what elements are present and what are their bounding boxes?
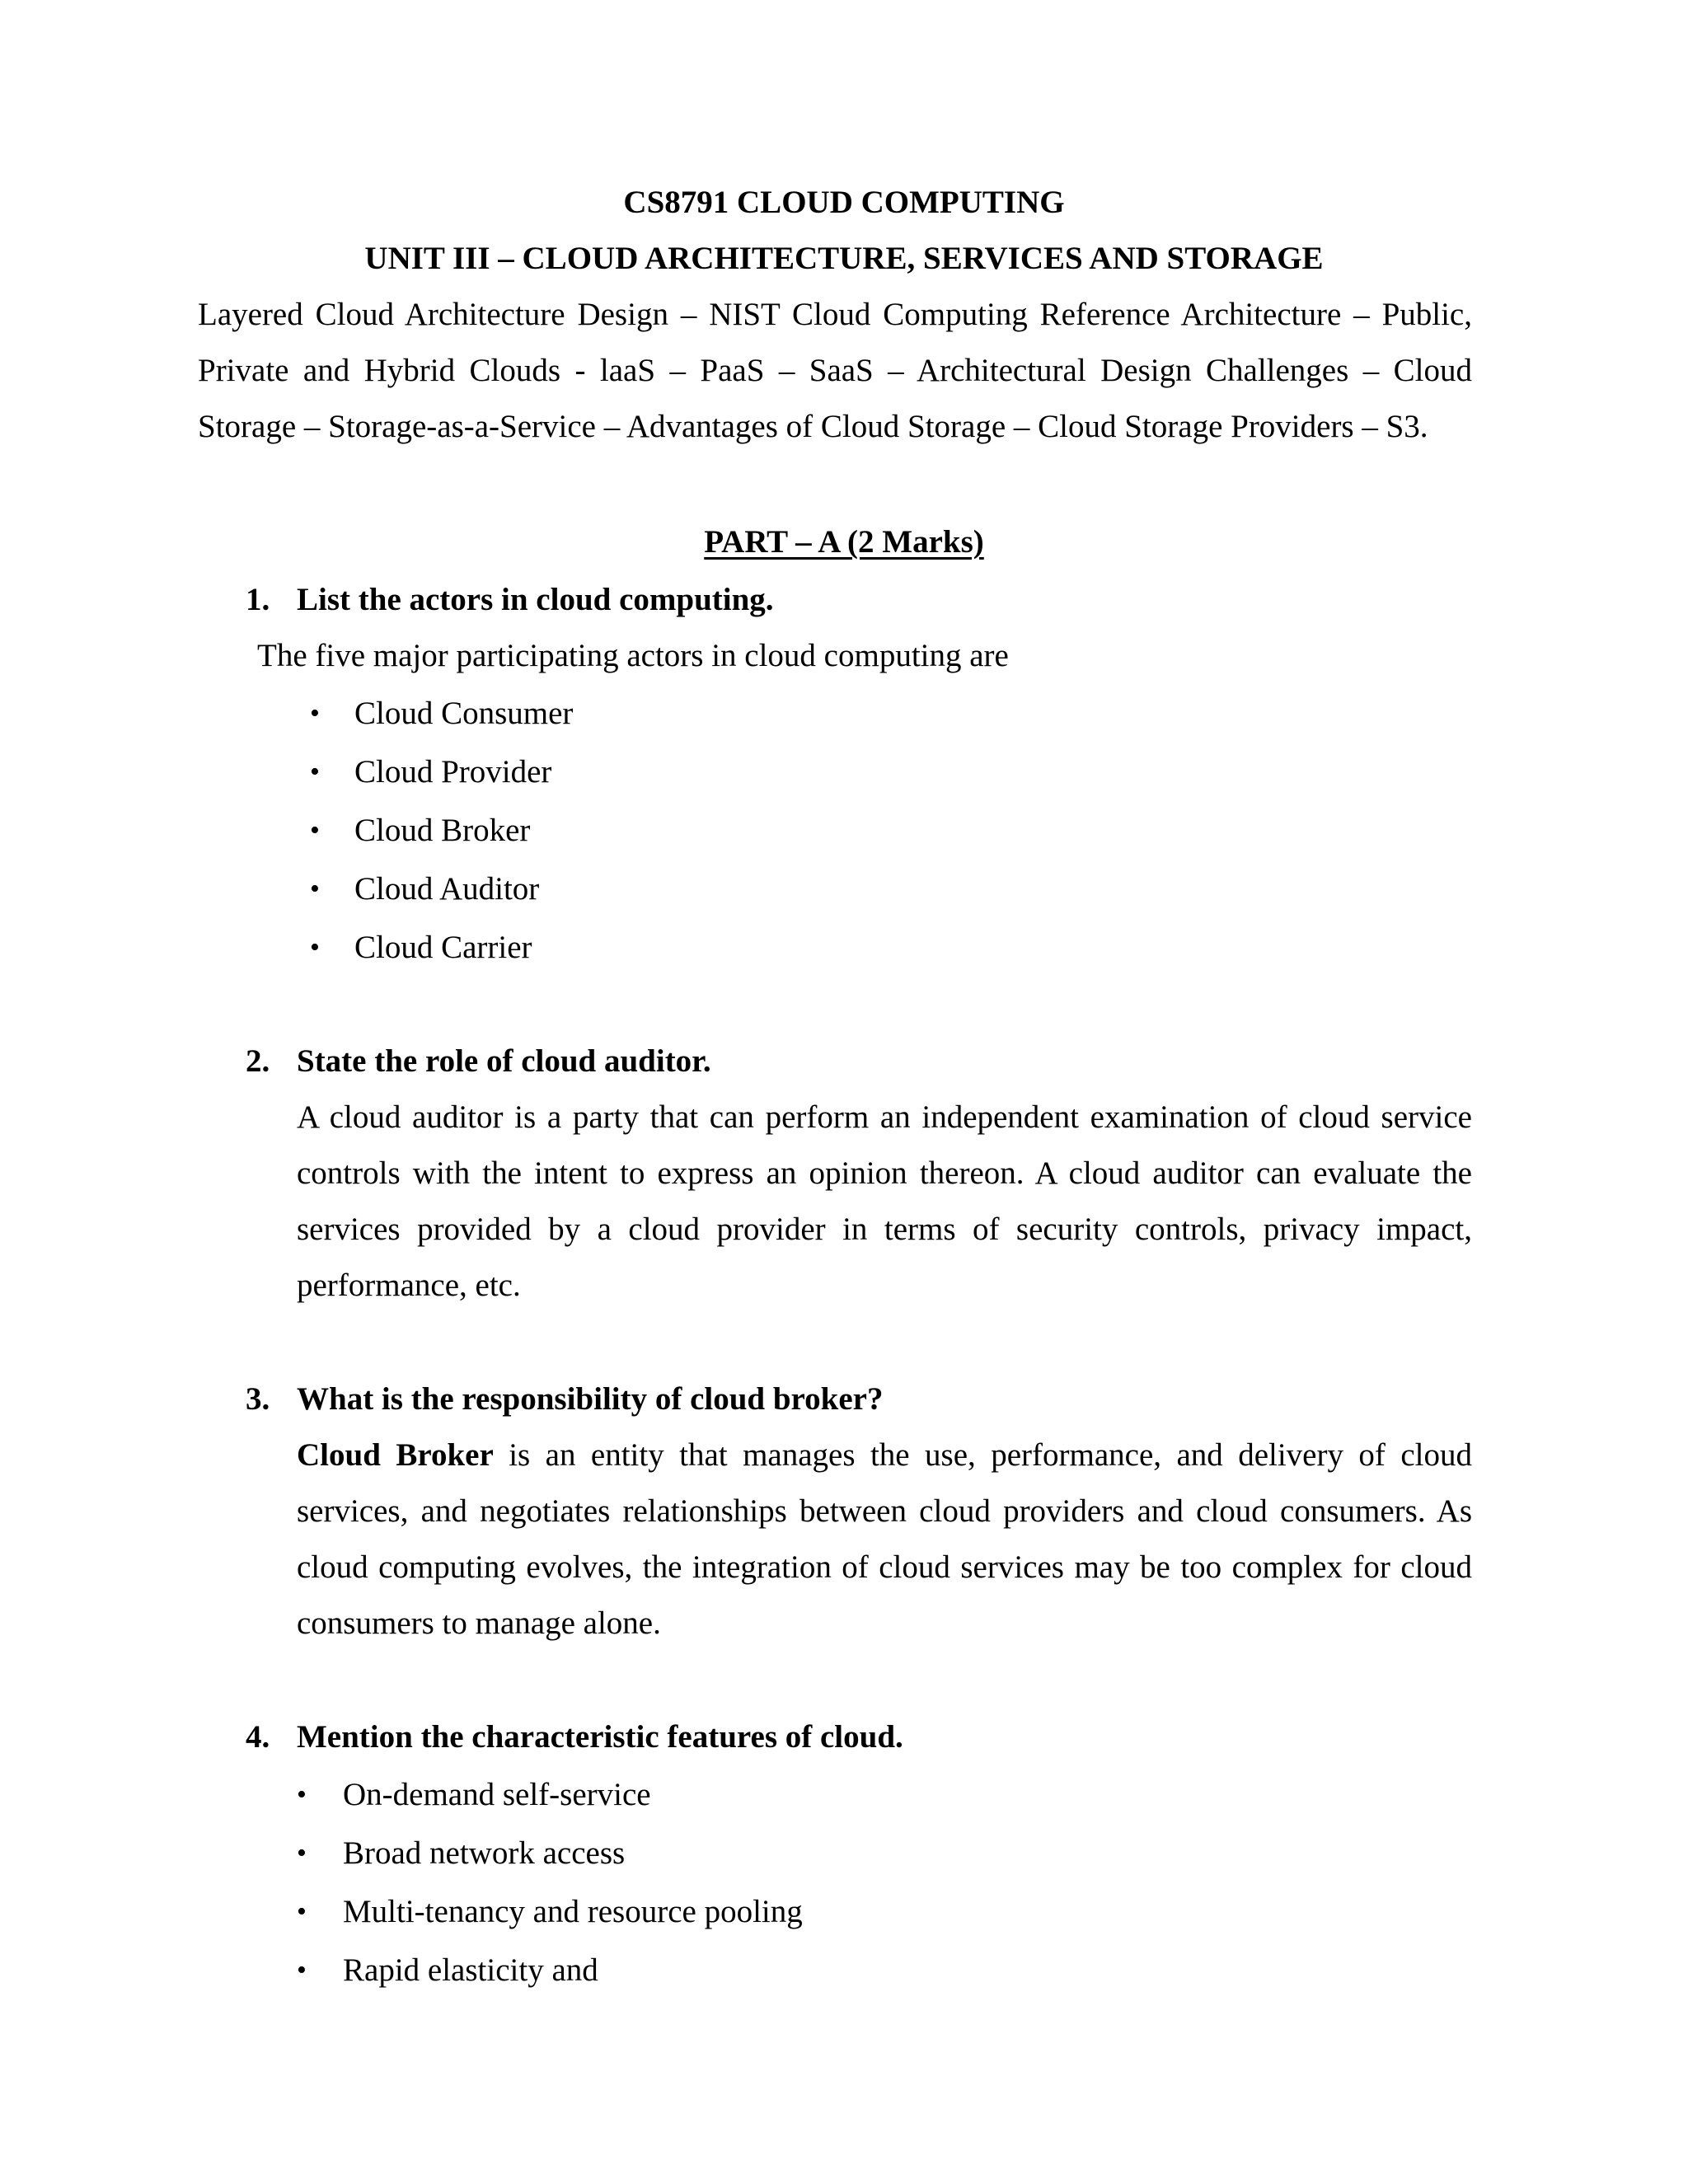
list-item: Rapid elasticity and (343, 1952, 598, 1988)
question-3-answer-line-1 (297, 1436, 1472, 1475)
bullet-icon: • (297, 1838, 307, 1868)
bullet-icon: • (297, 1955, 307, 1985)
question-3-answer-line-4: consumers to manage alone. (297, 1605, 661, 1641)
question-1-intro: The five major participating actors in cloud computing are (257, 638, 1009, 673)
question-4-title: Mention the characteristic features of cloud. (297, 1719, 903, 1755)
bullet-icon: • (310, 815, 320, 846)
question-1-number: 1. (246, 582, 270, 617)
syllabus-line-3: Storage – Storage-as-a-Service – Advantages of Cloud Storage – Cloud Storage Providers – S3. (198, 409, 1428, 444)
list-item: Cloud Carrier (354, 930, 532, 965)
part-a-heading (0, 523, 1688, 562)
part-a-heading-text: PART – A (2 Marks) (704, 524, 984, 560)
list-item: Cloud Broker (354, 813, 531, 848)
question-2-answer-line-3: services provided by a cloud provider in terms of security controls, privacy impact, (297, 1212, 1472, 1247)
bullet-icon: • (297, 1779, 307, 1810)
question-3-answer-line-1-text: is an entity that manages the use, performance, and delivery of cloud (493, 1437, 1472, 1473)
question-1-title: List the actors in cloud computing. (297, 582, 774, 617)
bullet-icon: • (310, 932, 320, 963)
bullet-icon: • (310, 698, 320, 729)
question-2-answer-line-4: performance, etc. (297, 1268, 521, 1303)
list-item: Multi-tenancy and resource pooling (343, 1894, 803, 1929)
unit-title: UNIT III – CLOUD ARCHITECTURE, SERVICES AND STORAGE (364, 241, 1324, 276)
list-item: Cloud Consumer (354, 696, 574, 731)
question-3-answer-line-3: cloud computing evolves, the integration of cloud services may be too complex for cloud (297, 1549, 1472, 1585)
bullet-icon: • (310, 874, 320, 904)
list-item: Cloud Auditor (354, 871, 540, 907)
question-4-number: 4. (246, 1719, 270, 1755)
question-3-title: What is the responsibility of cloud broker? (297, 1381, 884, 1417)
list-item: Cloud Provider (354, 754, 552, 790)
question-3-answer-line-2: services, and negotiates relationships between cloud providers and cloud consumers. As (297, 1493, 1472, 1529)
question-2-answer-line-2: controls with the intent to express an opinion thereon. A cloud auditor can evaluate the (297, 1155, 1472, 1191)
syllabus-line-2: Private and Hybrid Clouds - laaS – PaaS – SaaS – Architectural Design Challenges – Cloud (198, 353, 1472, 388)
question-2-number: 2. (246, 1043, 270, 1079)
list-item: Broad network access (343, 1835, 626, 1871)
course-title: CS8791 CLOUD COMPUTING (623, 185, 1065, 220)
bullet-icon: • (310, 757, 320, 787)
question-2-answer-line-1: A cloud auditor is a party that can perform an independent examination of cloud service (297, 1099, 1472, 1135)
question-3-number: 3. (246, 1381, 270, 1417)
syllabus-line-1: Layered Cloud Architecture Design – NIST Cloud Computing Reference Architecture – Public, (198, 297, 1472, 332)
list-item: On-demand self-service (343, 1777, 651, 1812)
question-2-title: State the role of cloud auditor. (297, 1043, 711, 1079)
bullet-icon: • (297, 1896, 307, 1927)
cloud-broker-term: Cloud Broker (297, 1437, 494, 1473)
